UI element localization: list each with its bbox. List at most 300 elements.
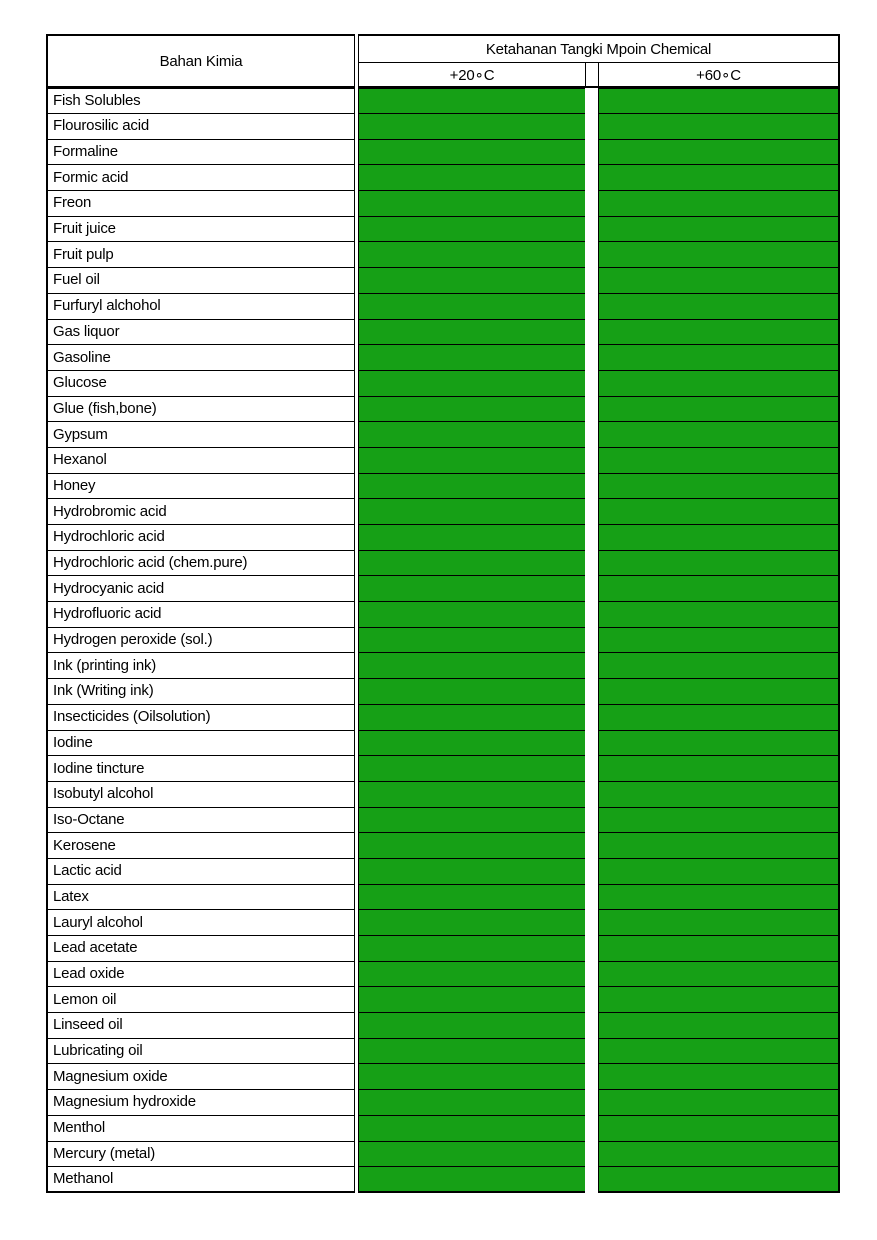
resistance-cell-60c xyxy=(598,628,840,654)
column-header-bahan-kimia: Bahan Kimia xyxy=(46,34,355,88)
resistance-swatch xyxy=(359,551,585,576)
resistance-swatch xyxy=(599,885,838,910)
column-gap xyxy=(585,294,598,320)
resistance-swatch xyxy=(599,242,838,267)
resistance-swatch xyxy=(599,89,838,113)
resistance-swatch xyxy=(359,191,585,216)
resistance-swatch xyxy=(599,422,838,447)
resistance-cell-60c xyxy=(598,808,840,834)
resistance-cell-60c xyxy=(598,88,840,114)
resistance-cell-20c xyxy=(358,833,585,859)
table-row xyxy=(46,602,840,628)
column-gap xyxy=(585,756,598,782)
resistance-cell-20c xyxy=(358,1142,585,1168)
column-gap xyxy=(585,782,598,808)
resistance-cell-20c xyxy=(358,808,585,834)
chemical-name-cell: Glucose xyxy=(46,371,355,397)
resistance-cell-20c xyxy=(358,345,585,371)
resistance-cell-60c xyxy=(598,833,840,859)
resistance-swatch xyxy=(599,731,838,756)
resistance-cell-60c xyxy=(598,705,840,731)
resistance-cell-20c xyxy=(358,371,585,397)
table-row xyxy=(46,191,840,217)
column-gap xyxy=(585,345,598,371)
column-gap xyxy=(585,268,598,294)
chemical-name-cell: Hydrochloric acid (chem.pure) xyxy=(46,551,355,577)
resistance-cell-60c xyxy=(598,242,840,268)
chemical-name-cell: Lubricating oil xyxy=(46,1039,355,1065)
resistance-swatch xyxy=(599,859,838,884)
resistance-swatch xyxy=(359,833,585,858)
table-row xyxy=(46,1090,840,1116)
chemical-name-cell: Hydrofluoric acid xyxy=(46,602,355,628)
resistance-swatch xyxy=(599,602,838,627)
resistance-cell-60c xyxy=(598,474,840,500)
resistance-swatch xyxy=(599,987,838,1012)
column-gap xyxy=(585,833,598,859)
resistance-cell-60c xyxy=(598,191,840,217)
resistance-swatch xyxy=(599,474,838,499)
table-row xyxy=(46,1142,840,1168)
resistance-swatch xyxy=(359,1090,585,1115)
resistance-cell-20c xyxy=(358,987,585,1013)
resistance-swatch xyxy=(599,962,838,987)
resistance-cell-60c xyxy=(598,217,840,243)
table-row xyxy=(46,962,840,988)
column-gap xyxy=(585,242,598,268)
table-row xyxy=(46,345,840,371)
resistance-cell-20c xyxy=(358,1039,585,1065)
column-gap xyxy=(585,371,598,397)
chemical-name-cell: Mercury (metal) xyxy=(46,1142,355,1168)
table-row xyxy=(46,114,840,140)
resistance-cell-60c xyxy=(598,756,840,782)
column-gap xyxy=(585,191,598,217)
column-gap xyxy=(585,653,598,679)
column-gap xyxy=(585,114,598,140)
column-header-divider xyxy=(585,63,598,88)
resistance-cell-20c xyxy=(358,242,585,268)
resistance-cell-60c xyxy=(598,987,840,1013)
table-row xyxy=(46,268,840,294)
resistance-swatch xyxy=(359,576,585,601)
chemical-name-cell: Honey xyxy=(46,474,355,500)
table-row xyxy=(46,1039,840,1065)
table-row xyxy=(46,474,840,500)
resistance-cell-60c xyxy=(598,962,840,988)
resistance-swatch xyxy=(599,628,838,653)
table-row xyxy=(46,1167,840,1193)
resistance-swatch xyxy=(599,165,838,190)
resistance-swatch xyxy=(599,191,838,216)
resistance-swatch xyxy=(599,782,838,807)
chemical-name-cell: Iso-Octane xyxy=(46,808,355,834)
resistance-cell-20c xyxy=(358,756,585,782)
table-row xyxy=(46,859,840,885)
resistance-swatch xyxy=(599,1116,838,1141)
chemical-name-cell: Fish Solubles xyxy=(46,88,355,114)
resistance-cell-60c xyxy=(598,1013,840,1039)
column-gap xyxy=(585,1064,598,1090)
table-row xyxy=(46,731,840,757)
resistance-cell-60c xyxy=(598,397,840,423)
column-gap xyxy=(585,474,598,500)
resistance-swatch xyxy=(599,140,838,165)
resistance-cell-20c xyxy=(358,499,585,525)
resistance-cell-60c xyxy=(598,653,840,679)
chemical-name-cell: Hydrobromic acid xyxy=(46,499,355,525)
resistance-swatch xyxy=(599,371,838,396)
resistance-swatch xyxy=(599,936,838,961)
resistance-cell-20c xyxy=(358,217,585,243)
resistance-cell-20c xyxy=(358,885,585,911)
resistance-cell-20c xyxy=(358,165,585,191)
resistance-cell-60c xyxy=(598,1064,840,1090)
column-gap xyxy=(585,525,598,551)
column-gap xyxy=(585,705,598,731)
resistance-cell-60c xyxy=(598,114,840,140)
resistance-cell-20c xyxy=(358,1167,585,1193)
resistance-cell-20c xyxy=(358,782,585,808)
resistance-cell-20c xyxy=(358,551,585,577)
resistance-cell-60c xyxy=(598,320,840,346)
chemical-name-cell: Lead oxide xyxy=(46,962,355,988)
resistance-swatch xyxy=(599,217,838,242)
resistance-cell-60c xyxy=(598,1142,840,1168)
table-row xyxy=(46,294,840,320)
chemical-name-cell: Isobutyl alcohol xyxy=(46,782,355,808)
resistance-cell-20c xyxy=(358,1090,585,1116)
resistance-swatch xyxy=(599,294,838,319)
column-header-temp-60c: +60∘C xyxy=(598,63,840,88)
chemical-name-cell: Flourosilic acid xyxy=(46,114,355,140)
table-row xyxy=(46,140,840,166)
resistance-cell-60c xyxy=(598,910,840,936)
resistance-cell-20c xyxy=(358,294,585,320)
resistance-cell-60c xyxy=(598,679,840,705)
resistance-cell-20c xyxy=(358,705,585,731)
resistance-swatch xyxy=(599,679,838,704)
table-row xyxy=(46,88,840,114)
column-gap xyxy=(585,987,598,1013)
table-row xyxy=(46,628,840,654)
resistance-swatch xyxy=(599,448,838,473)
table-row xyxy=(46,320,840,346)
resistance-swatch xyxy=(359,320,585,345)
table-row xyxy=(46,885,840,911)
table-row xyxy=(46,397,840,423)
resistance-cell-20c xyxy=(358,1116,585,1142)
table-row xyxy=(46,1116,840,1142)
resistance-cell-60c xyxy=(598,551,840,577)
resistance-cell-20c xyxy=(358,268,585,294)
table-row xyxy=(46,422,840,448)
resistance-cell-20c xyxy=(358,731,585,757)
table-row xyxy=(46,217,840,243)
chemical-name-cell: Magnesium hydroxide xyxy=(46,1090,355,1116)
column-gap xyxy=(585,628,598,654)
resistance-swatch xyxy=(359,628,585,653)
resistance-swatch xyxy=(359,859,585,884)
resistance-swatch xyxy=(359,371,585,396)
column-gap xyxy=(585,551,598,577)
resistance-cell-60c xyxy=(598,885,840,911)
resistance-swatch xyxy=(359,1116,585,1141)
resistance-cell-20c xyxy=(358,114,585,140)
table-row xyxy=(46,499,840,525)
chemical-name-cell: Glue (fish,bone) xyxy=(46,397,355,423)
resistance-swatch xyxy=(359,474,585,499)
resistance-cell-60c xyxy=(598,936,840,962)
chemical-name-cell: Furfuryl alchohol xyxy=(46,294,355,320)
resistance-swatch xyxy=(599,1039,838,1064)
chemical-name-cell: Gypsum xyxy=(46,422,355,448)
column-gap xyxy=(585,165,598,191)
chemical-name-cell: Gasoline xyxy=(46,345,355,371)
resistance-swatch xyxy=(599,833,838,858)
table-row xyxy=(46,936,840,962)
resistance-cell-60c xyxy=(598,576,840,602)
resistance-swatch xyxy=(599,1167,838,1191)
resistance-cell-20c xyxy=(358,1064,585,1090)
chemical-name-cell: Lead acetate xyxy=(46,936,355,962)
table-row xyxy=(46,551,840,577)
resistance-swatch xyxy=(359,165,585,190)
resistance-cell-60c xyxy=(598,602,840,628)
column-gap xyxy=(585,1142,598,1168)
resistance-cell-60c xyxy=(598,448,840,474)
resistance-cell-60c xyxy=(598,371,840,397)
resistance-swatch xyxy=(359,448,585,473)
resistance-cell-60c xyxy=(598,140,840,166)
table-row xyxy=(46,576,840,602)
resistance-swatch xyxy=(599,551,838,576)
resistance-swatch xyxy=(599,1064,838,1089)
chemical-name-cell: Linseed oil xyxy=(46,1013,355,1039)
column-gap xyxy=(585,936,598,962)
resistance-swatch xyxy=(359,756,585,781)
resistance-cell-20c xyxy=(358,320,585,346)
column-header-group-ketahanan: Ketahanan Tangki Mpoin Chemical xyxy=(358,34,840,63)
column-gap xyxy=(585,448,598,474)
resistance-swatch xyxy=(359,910,585,935)
resistance-swatch xyxy=(359,1039,585,1064)
resistance-cell-60c xyxy=(598,1090,840,1116)
chemical-name-cell: Formaline xyxy=(46,140,355,166)
column-gap xyxy=(585,910,598,936)
resistance-swatch xyxy=(359,962,585,987)
resistance-cell-60c xyxy=(598,525,840,551)
chemical-name-cell: Lauryl alcohol xyxy=(46,910,355,936)
resistance-swatch xyxy=(359,1142,585,1167)
resistance-swatch xyxy=(359,1064,585,1089)
resistance-cell-20c xyxy=(358,1013,585,1039)
chemical-name-cell: Hydrochloric acid xyxy=(46,525,355,551)
resistance-swatch xyxy=(359,89,585,113)
resistance-cell-60c xyxy=(598,294,840,320)
column-header-temp-20c: +20∘C xyxy=(358,63,585,88)
resistance-cell-60c xyxy=(598,268,840,294)
resistance-swatch xyxy=(599,320,838,345)
chemical-name-cell: Magnesium oxide xyxy=(46,1064,355,1090)
resistance-swatch xyxy=(599,1142,838,1167)
resistance-swatch xyxy=(359,1013,585,1038)
table-row xyxy=(46,987,840,1013)
resistance-swatch xyxy=(359,397,585,422)
resistance-cell-20c xyxy=(358,448,585,474)
resistance-swatch xyxy=(599,1013,838,1038)
resistance-swatch xyxy=(359,731,585,756)
header-row-group xyxy=(46,34,840,63)
chemical-name-cell: Gas liquor xyxy=(46,320,355,346)
resistance-swatch xyxy=(359,936,585,961)
resistance-cell-20c xyxy=(358,628,585,654)
resistance-swatch xyxy=(359,885,585,910)
table-row xyxy=(46,705,840,731)
resistance-swatch xyxy=(599,576,838,601)
resistance-swatch xyxy=(359,602,585,627)
resistance-cell-20c xyxy=(358,474,585,500)
resistance-cell-20c xyxy=(358,88,585,114)
table-row xyxy=(46,782,840,808)
column-gap xyxy=(585,679,598,705)
resistance-cell-60c xyxy=(598,1039,840,1065)
resistance-cell-60c xyxy=(598,731,840,757)
chemical-name-cell: Methanol xyxy=(46,1167,355,1193)
chemical-name-cell: Insecticides (Oilsolution) xyxy=(46,705,355,731)
resistance-swatch xyxy=(359,525,585,550)
resistance-swatch xyxy=(359,114,585,139)
column-gap xyxy=(585,602,598,628)
column-gap xyxy=(585,808,598,834)
table-row xyxy=(46,1013,840,1039)
resistance-swatch xyxy=(359,217,585,242)
resistance-swatch xyxy=(359,987,585,1012)
resistance-cell-60c xyxy=(598,165,840,191)
table-row xyxy=(46,833,840,859)
table-row xyxy=(46,448,840,474)
resistance-swatch xyxy=(599,268,838,293)
chemical-name-cell: Fruit juice xyxy=(46,217,355,243)
resistance-swatch xyxy=(359,242,585,267)
column-gap xyxy=(585,1039,598,1065)
resistance-swatch xyxy=(599,345,838,370)
resistance-cell-20c xyxy=(358,602,585,628)
table-row xyxy=(46,371,840,397)
table-row xyxy=(46,679,840,705)
resistance-swatch xyxy=(599,114,838,139)
resistance-cell-20c xyxy=(358,859,585,885)
chemical-name-cell: Latex xyxy=(46,885,355,911)
resistance-swatch xyxy=(359,808,585,833)
resistance-swatch xyxy=(599,910,838,935)
table-row xyxy=(46,525,840,551)
resistance-cell-20c xyxy=(358,576,585,602)
resistance-swatch xyxy=(359,705,585,730)
column-gap xyxy=(585,1013,598,1039)
table-row xyxy=(46,165,840,191)
chemical-name-cell: Hydrogen peroxide (sol.) xyxy=(46,628,355,654)
chemical-name-cell: Fruit pulp xyxy=(46,242,355,268)
chemical-resistance-table-wrapper xyxy=(46,34,840,1193)
resistance-swatch xyxy=(359,653,585,678)
resistance-cell-20c xyxy=(358,422,585,448)
resistance-cell-20c xyxy=(358,910,585,936)
resistance-swatch xyxy=(599,756,838,781)
table-row xyxy=(46,1064,840,1090)
chemical-name-cell: Hexanol xyxy=(46,448,355,474)
resistance-cell-20c xyxy=(358,962,585,988)
chemical-name-cell: Ink (printing ink) xyxy=(46,653,355,679)
column-gap xyxy=(585,320,598,346)
resistance-swatch xyxy=(359,422,585,447)
column-gap xyxy=(585,1167,598,1193)
table-row xyxy=(46,808,840,834)
resistance-cell-20c xyxy=(358,653,585,679)
chemical-name-cell: Iodine xyxy=(46,731,355,757)
resistance-swatch xyxy=(599,525,838,550)
resistance-swatch xyxy=(359,679,585,704)
resistance-cell-60c xyxy=(598,1167,840,1193)
resistance-swatch xyxy=(359,268,585,293)
chemical-name-cell: Lactic acid xyxy=(46,859,355,885)
resistance-swatch xyxy=(599,1090,838,1115)
table-row xyxy=(46,756,840,782)
chemical-name-cell: Iodine tincture xyxy=(46,756,355,782)
resistance-cell-20c xyxy=(358,936,585,962)
resistance-swatch xyxy=(359,345,585,370)
column-gap xyxy=(585,397,598,423)
table-row xyxy=(46,242,840,268)
resistance-cell-60c xyxy=(598,499,840,525)
chemical-name-cell: Fuel oil xyxy=(46,268,355,294)
resistance-swatch xyxy=(359,499,585,524)
resistance-cell-60c xyxy=(598,345,840,371)
column-gap xyxy=(585,422,598,448)
chemical-name-cell: Freon xyxy=(46,191,355,217)
table-row xyxy=(46,910,840,936)
resistance-swatch xyxy=(599,499,838,524)
resistance-cell-20c xyxy=(358,191,585,217)
chemical-name-cell: Kerosene xyxy=(46,833,355,859)
resistance-cell-60c xyxy=(598,782,840,808)
table-header xyxy=(46,34,840,88)
table-body xyxy=(46,88,840,1193)
column-gap xyxy=(585,576,598,602)
column-gap xyxy=(585,885,598,911)
column-gap xyxy=(585,731,598,757)
chemical-name-cell: Lemon oil xyxy=(46,987,355,1013)
column-gap xyxy=(585,88,598,114)
column-gap xyxy=(585,962,598,988)
resistance-cell-60c xyxy=(598,859,840,885)
column-gap xyxy=(585,217,598,243)
chemical-name-cell: Formic acid xyxy=(46,165,355,191)
resistance-swatch xyxy=(359,294,585,319)
resistance-swatch xyxy=(359,1167,585,1191)
resistance-cell-60c xyxy=(598,422,840,448)
resistance-cell-20c xyxy=(358,140,585,166)
column-gap xyxy=(585,1090,598,1116)
chemical-resistance-table xyxy=(46,34,840,1193)
column-gap xyxy=(585,499,598,525)
resistance-cell-60c xyxy=(598,1116,840,1142)
table-row xyxy=(46,653,840,679)
resistance-swatch xyxy=(599,653,838,678)
resistance-swatch xyxy=(599,397,838,422)
column-gap xyxy=(585,1116,598,1142)
resistance-cell-20c xyxy=(358,397,585,423)
